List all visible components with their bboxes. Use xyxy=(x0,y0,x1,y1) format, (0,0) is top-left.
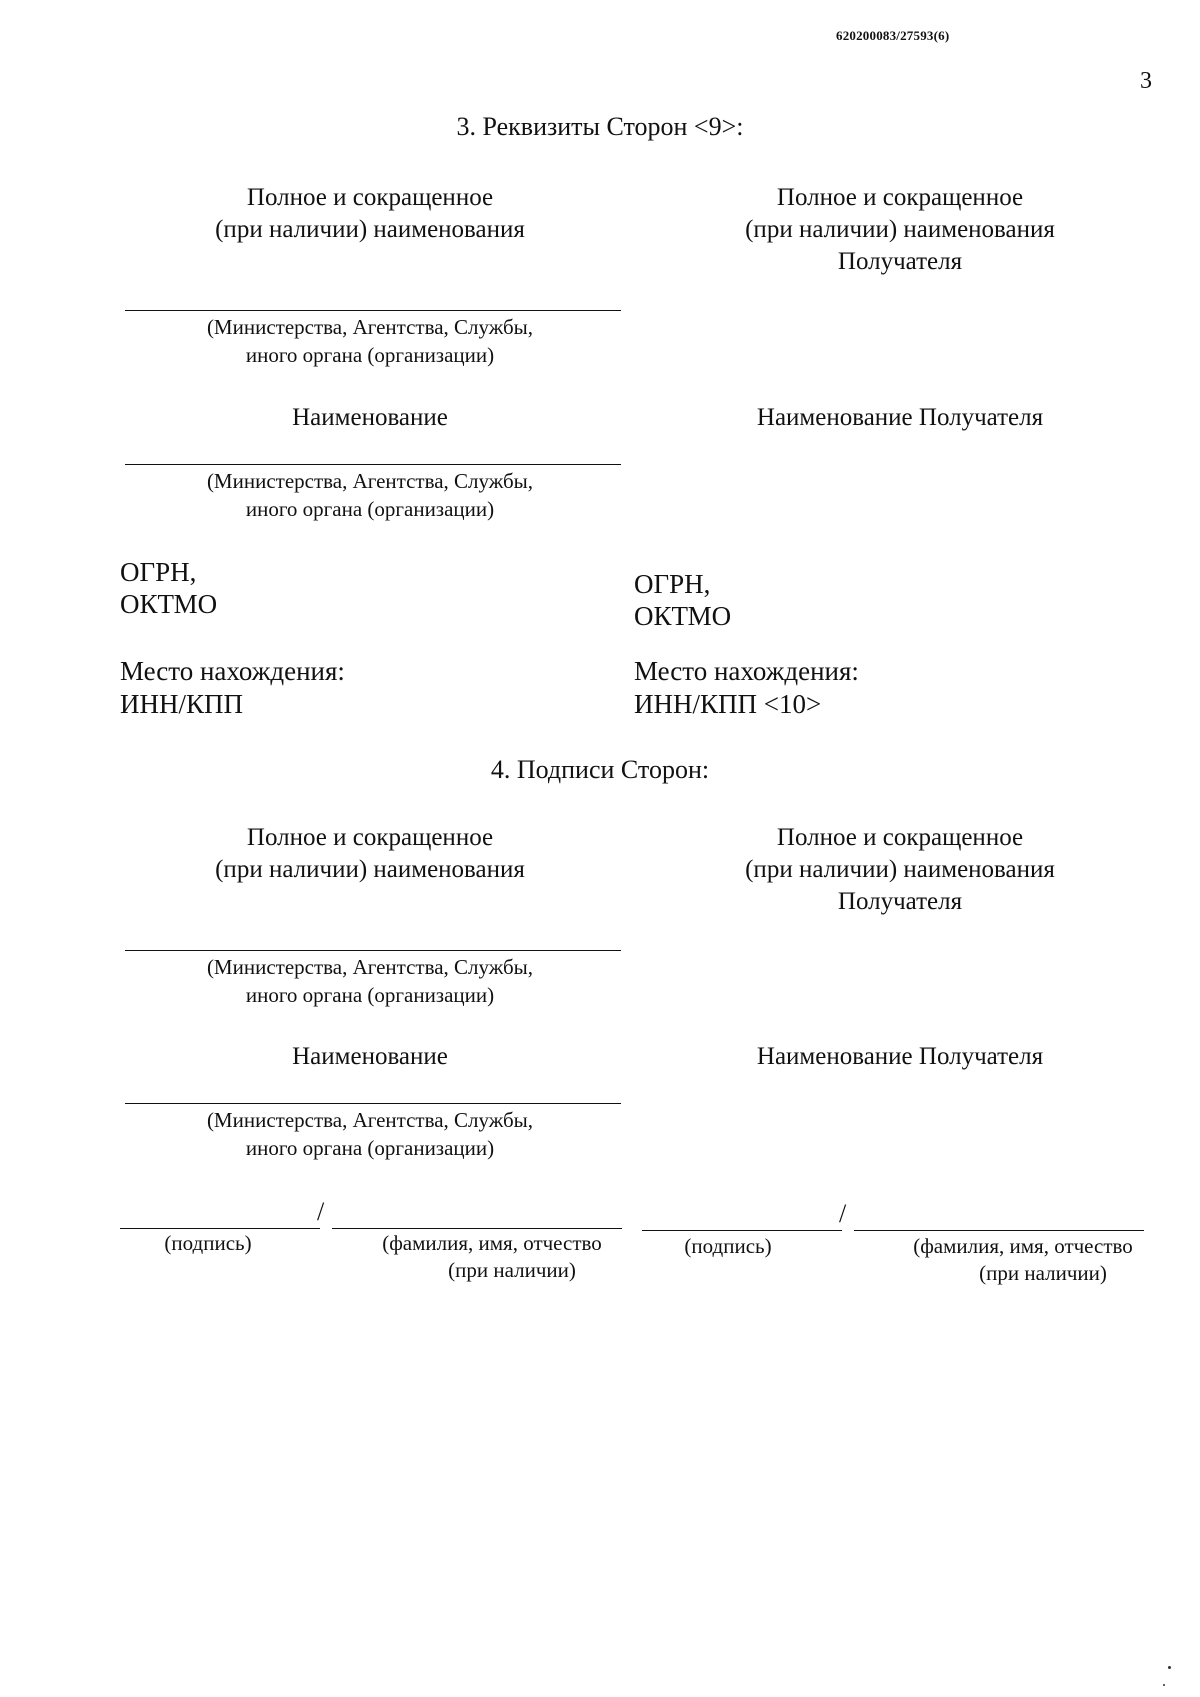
s4-left-name-rule xyxy=(125,1103,621,1104)
document-id: 620200083/27593(6) xyxy=(836,28,950,43)
s3-left-ogrn: ОГРН, xyxy=(120,557,197,587)
s3-right-oktmo: ОКТМО xyxy=(634,601,732,631)
s4-right-fio-caption: (фамилия, имя, отчество (при наличии) xyxy=(913,1234,1133,1285)
s3-left-name-label: Наименование xyxy=(292,404,448,431)
s3-right-inn: ИНН/КПП <10> xyxy=(634,689,822,719)
s3-left-fullname-rule xyxy=(125,310,621,311)
section-4-title: 4. Подписи Сторон: xyxy=(490,755,710,784)
s4-left-fullname: Полное и сокращенное (при наличии) наименования xyxy=(215,824,525,883)
s4-left-name-label: Наименование xyxy=(292,1043,448,1070)
s3-left-inn: ИНН/КПП xyxy=(120,689,244,719)
s4-right-signature-slash: / xyxy=(839,1199,847,1228)
s4-left-fio-caption: (фамилия, имя, отчество (при наличии) xyxy=(382,1231,602,1282)
s4-right-fullname: Полное и сокращенное (при наличии) наименования Получателя xyxy=(745,824,1055,915)
s4-left-org-caption: (Министерства, Агентства, Службы, иного органа (организации) xyxy=(206,955,534,1007)
s3-left-fullname: Полное и сокращенное (при наличии) наименования xyxy=(215,184,525,243)
s4-left-sign-caption: (подпись) xyxy=(164,1231,252,1255)
scan-speck xyxy=(1163,1684,1165,1686)
s3-left-location: Место нахождения: xyxy=(120,656,345,686)
s3-left-org-caption-2: (Министерства, Агентства, Службы, иного органа (организации) xyxy=(206,469,534,521)
s3-right-location: Место нахождения: xyxy=(634,656,859,686)
s4-right-signature-rule xyxy=(642,1230,842,1231)
s4-left-signature-rule xyxy=(120,1228,320,1229)
s3-left-org-caption: (Министерства, Агентства, Службы, иного органа (организации) xyxy=(206,315,534,367)
s3-left-oktmo: ОКТМО xyxy=(120,589,218,619)
s3-left-name-rule xyxy=(125,464,621,465)
s4-right-sign-caption: (подпись) xyxy=(684,1234,772,1258)
s4-left-org-caption-2: (Министерства, Агентства, Службы, иного органа (организации) xyxy=(206,1108,534,1160)
s4-right-name-label: Наименование Получателя xyxy=(756,1043,1044,1070)
s4-right-fio-rule xyxy=(854,1230,1144,1231)
scan-speck xyxy=(1168,1666,1171,1669)
section-3-title: 3. Реквизиты Сторон <9>: xyxy=(456,112,744,141)
s3-right-name-label: Наименование Получателя xyxy=(756,404,1044,431)
s3-right-fullname: Полное и сокращенное (при наличии) наименования Получателя xyxy=(745,184,1055,275)
s4-left-fullname-rule xyxy=(125,950,621,951)
s3-right-ogrn: ОГРН, xyxy=(634,569,711,599)
s4-left-signature-slash: / xyxy=(317,1197,325,1226)
page-number: 3 xyxy=(1140,68,1152,94)
s4-left-fio-rule xyxy=(332,1228,622,1229)
